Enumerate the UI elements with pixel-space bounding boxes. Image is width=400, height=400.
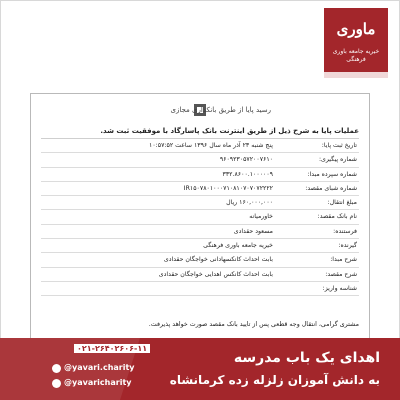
receipt-footer: مشتری گرامی، انتقال وجه قطعی پس از تایید بانک مقصد صورت خواهد پذیرفت.	[148, 321, 359, 328]
instagram-handle[interactable]: @yavari.charity	[64, 363, 135, 372]
row-label: شماره پیگیری:	[318, 156, 357, 164]
row-value: پنج شنبه ۲۳ آذر ماه سال ۱۳۹۶ ساعت ۱۰:۵۷:۵۲	[149, 142, 273, 149]
telegram-icon	[52, 379, 61, 388]
table-row	[41, 268, 359, 282]
row-value: خیریه جامعه باوری فرهنگی	[203, 242, 273, 250]
table-row	[41, 225, 359, 239]
table-row	[41, 239, 359, 253]
row-value: ۳۳۲.۸۶۰۰.۱۰۰۰۰۰۹	[222, 170, 273, 178]
row-label: تاریخ ثبت پایا:	[321, 142, 357, 149]
row-label: شرح مقصد:	[325, 270, 357, 278]
row-label: نام بانک مقصد:	[317, 213, 357, 221]
table-row	[41, 253, 359, 267]
table-row	[41, 182, 359, 196]
bank-receipt	[30, 93, 370, 340]
charity-logo	[324, 8, 388, 78]
row-label: شماره شبای مقصد:	[305, 184, 357, 192]
table-row	[41, 196, 359, 210]
receipt-summary: عملیات پایا به شرح ذیل از طریق اینترنت بانک پاسارگاد با موفقیت ثبت شد.	[41, 124, 359, 139]
row-value: بابت احداث کانکسهادانی خواجگان حقدادی	[163, 256, 273, 264]
receipt-rows	[41, 139, 359, 296]
row-value: IR۱۵۰۷۸۰۱۰۰۰۷۱۰۸۱۰۷۰۷۰۷۲۲۲۲	[183, 184, 273, 192]
row-value: ۱۶۰,۰۰۰,۰۰۰ ریال	[226, 199, 273, 207]
row-label: شناسه واریز:	[322, 284, 357, 292]
row-label: فرستنده:	[333, 227, 357, 235]
logo-strip	[324, 72, 388, 78]
row-label: گیرنده:	[338, 242, 357, 250]
row-label: شرح مبدا:	[330, 256, 357, 264]
row-label: مبلغ انتقال:	[327, 199, 357, 207]
receipt-portal: رسید پایا از طریق بانکداری مجازی	[170, 106, 271, 114]
table-row	[41, 139, 359, 153]
telegram-handle[interactable]: @yavaricharity	[64, 378, 132, 387]
row-value: مسعود حقدادی	[233, 227, 273, 235]
table-row	[41, 168, 359, 182]
banner-headline: اهدای یک باب مدرسه	[233, 350, 380, 366]
table-row	[41, 153, 359, 167]
row-value: بابت احداث کانکس اهدایی خواجگان حقدادی	[158, 270, 273, 278]
row-value: ۹۶۰۹۲۳۰۵۷۲۰۰۷۶۱۰	[219, 156, 273, 164]
instagram-icon	[52, 364, 61, 373]
row-value: خاورمیانه	[249, 213, 273, 221]
table-row	[41, 210, 359, 224]
banner-subheadline: به دانش آموزان زلزله زده کرمانشاه	[169, 373, 380, 387]
row-label: شماره سپرده مبدا:	[307, 170, 357, 178]
logo-subtitle: خیریه جامعه باوری فرهنگی	[332, 48, 380, 63]
table-row	[41, 282, 359, 296]
logo-name: ماوری	[336, 20, 376, 38]
phone-number: ۰۲۱-۲۶۴۰۲۶۰۶-۱۱	[74, 344, 150, 353]
